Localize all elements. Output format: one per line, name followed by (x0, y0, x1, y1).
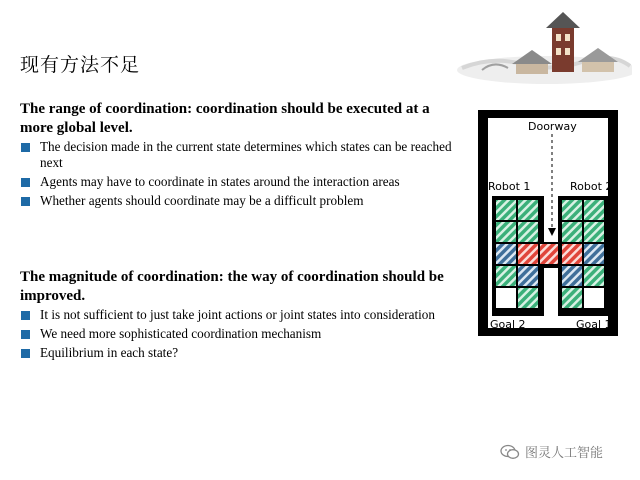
square-bullet-icon (21, 349, 30, 358)
section-coordination-range (20, 100, 460, 212)
list-item (20, 307, 460, 323)
list-item (20, 326, 460, 342)
list-item (20, 174, 460, 190)
section-heading: The magnitude of coordination: the way of coordination should be improved. (20, 269, 444, 304)
bullet-text: It is not sufficient to just take joint actions or joint states into consideration (40, 307, 435, 322)
bullet-text: The decision made in the current state determines which states can be reached next (40, 139, 452, 170)
goal2-label: Goal 2 (490, 318, 526, 331)
bullet-text: Equilibrium in each state? (40, 345, 179, 360)
slide-title: 现有方法不足 (20, 54, 141, 76)
watermark (500, 442, 603, 461)
bullet-list (20, 307, 460, 361)
bullet-text: Whether agents should coordinate may be a difficult problem (40, 193, 364, 208)
list-item (20, 345, 460, 361)
tower-illustration-icon (452, 8, 632, 88)
square-bullet-icon (21, 330, 30, 339)
wechat-icon (500, 444, 520, 460)
gridworld-figure (478, 110, 618, 336)
square-bullet-icon (21, 311, 30, 320)
bullet-text: We need more sophisticated coordination mechanism (40, 326, 322, 341)
bullet-text: Agents may have to coordinate in states around the interaction areas (40, 174, 400, 189)
square-bullet-icon (21, 197, 30, 206)
watermark-text: 图灵人工智能 (525, 446, 604, 461)
goal1-label: Goal 1 (576, 318, 612, 331)
doorway-label: Doorway (528, 120, 577, 133)
square-bullet-icon (21, 178, 30, 187)
list-item (20, 193, 460, 209)
list-item (20, 139, 460, 171)
robot2-label: Robot 2 (570, 180, 613, 193)
bullet-list (20, 139, 460, 209)
section-heading: The range of coordination: coordination should be executed at a more global level. (20, 101, 430, 136)
section-coordination-magnitude (20, 268, 460, 364)
robot1-label: Robot 1 (488, 180, 531, 193)
square-bullet-icon (21, 143, 30, 152)
